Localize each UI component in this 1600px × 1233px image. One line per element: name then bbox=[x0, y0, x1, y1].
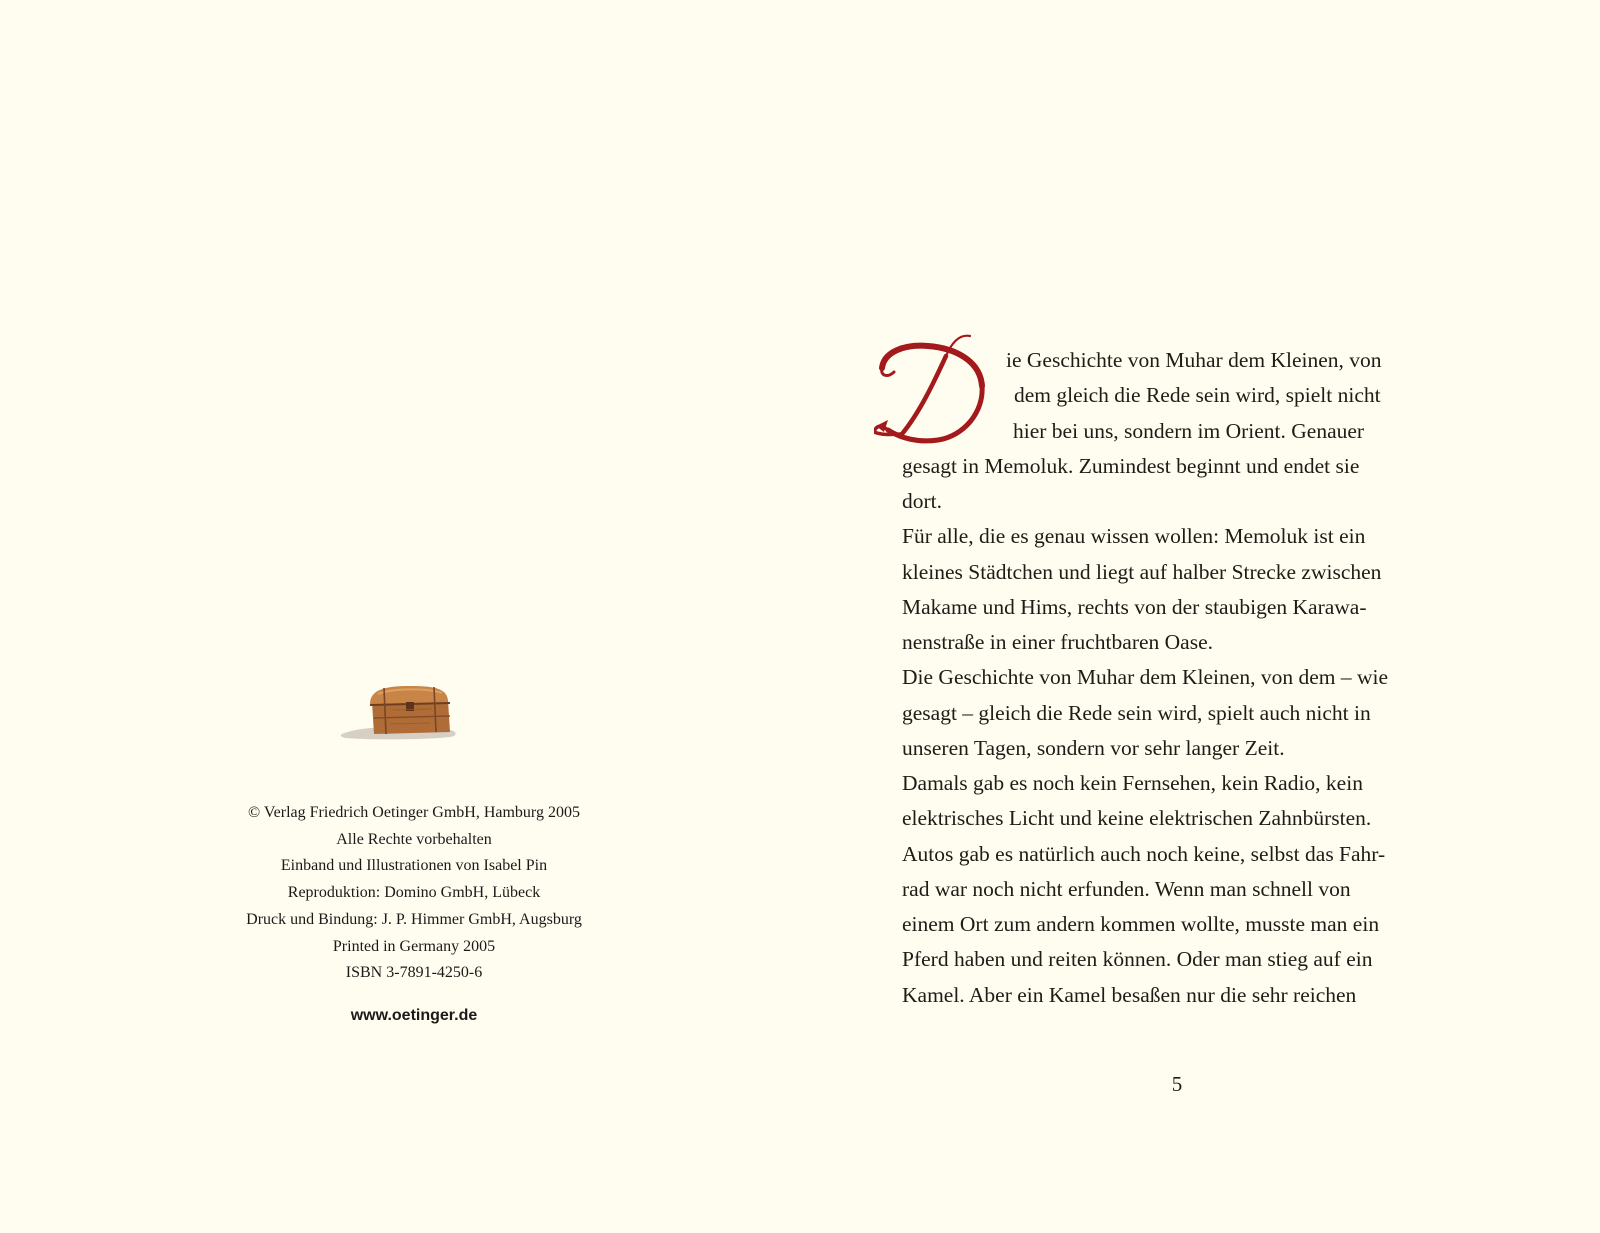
right-page bbox=[800, 0, 1600, 1233]
text-line: einem Ort zum andern kommen wollte, musste man ein bbox=[902, 912, 1380, 936]
text-line: rad war noch nicht erfunden. Wenn man schnell von bbox=[902, 877, 1351, 901]
text-line: gesagt in Memoluk. Zumindest beginnt und endet sie bbox=[902, 454, 1360, 478]
text-line: gesagt – gleich die Rede sein wird, spielt auch nicht in bbox=[902, 701, 1371, 725]
text-line: kleines Städtchen und liegt auf halber Strecke zwischen bbox=[902, 560, 1382, 584]
imprint-copyright: © Verlag Friedrich Oetinger GmbH, Hamburg 2005 bbox=[248, 804, 580, 821]
text-line: Damals gab es noch kein Fernsehen, kein Radio, kein bbox=[902, 771, 1363, 795]
text-line: nenstraße in einer fruchtbaren Oase. bbox=[902, 630, 1214, 654]
imprint-illustrations: Einband und Illustrationen von Isabel Pin bbox=[280, 857, 548, 875]
text-line: Autos gab es natürlich auch noch keine, selbst das Fahr- bbox=[902, 842, 1386, 866]
text-line: Die Geschichte von Muhar dem Kleinen, von dem – wie bbox=[902, 665, 1389, 689]
text-line: Makame und Hims, rechts von der staubigen Karawa- bbox=[902, 595, 1367, 619]
text-line: dem gleich die Rede sein wird, spielt nicht bbox=[1014, 383, 1381, 407]
text-line: unseren Tagen, sondern vor sehr langer Zeit. bbox=[902, 736, 1285, 760]
text-line: elektrisches Licht und keine elektrischen Zahnbürsten. bbox=[902, 806, 1372, 830]
treasure-chest-icon bbox=[340, 678, 460, 750]
imprint-printed-in: Printed in Germany 2005 bbox=[332, 937, 496, 955]
imprint-isbn: ISBN 3-7891-4250-6 bbox=[345, 964, 483, 982]
text-line: Für alle, die es genau wissen wollen: Memoluk ist ein bbox=[902, 524, 1366, 548]
text-line: dort. bbox=[902, 489, 943, 513]
imprint-block bbox=[162, 800, 666, 987]
text-line: hier bei uns, sondern im Orient. Genauer bbox=[1013, 419, 1365, 443]
publisher-website: www.oetinger.de bbox=[350, 1007, 478, 1024]
page-number: 5 bbox=[1171, 1072, 1183, 1096]
imprint-rights: Alle Rechte vorbehalten bbox=[336, 830, 492, 848]
text-line: Pferd haben und reiten können. Oder man stieg auf ein bbox=[902, 947, 1373, 971]
imprint-reproduction: Reproduktion: Domino GmbH, Lübeck bbox=[287, 884, 541, 902]
drop-cap-letter bbox=[874, 328, 1006, 456]
text-line: Kamel. Aber ein Kamel besaßen nur die sehr reichen bbox=[902, 983, 1357, 1007]
text-line: ie Geschichte von Muhar dem Kleinen, von bbox=[1006, 348, 1382, 372]
imprint-printing: Druck und Bindung: J. P. Himmer GmbH, Augsburg bbox=[246, 910, 582, 928]
